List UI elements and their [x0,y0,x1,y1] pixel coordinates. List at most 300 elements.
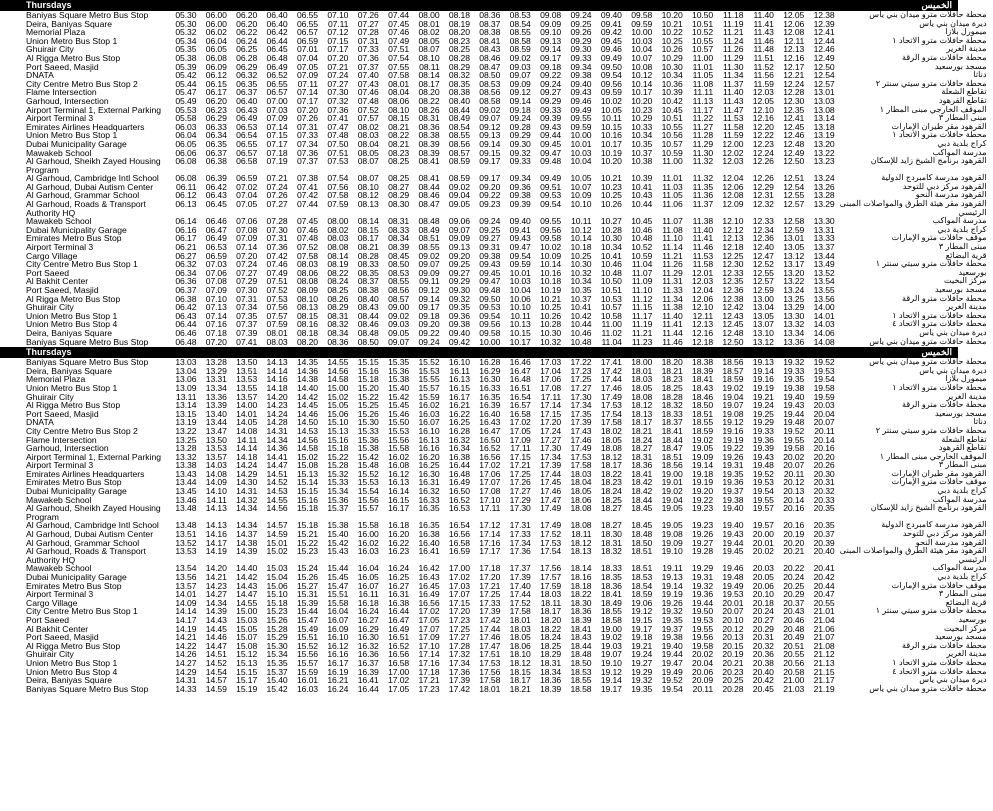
departure-time: 06.34 [175,267,197,278]
departure-time: 14.34 [236,520,258,531]
departure-time: 11.53 [723,113,744,124]
departure-time: 07.59 [266,319,288,330]
departure-time: 16.28 [479,357,501,368]
departure-time: 17.35 [570,408,592,419]
departure-time: 09.14 [479,138,501,149]
departure-time: 09.09 [418,267,440,278]
departure-time: 13.22 [813,147,835,158]
departure-time: 15.15 [236,666,258,677]
departure-time: 14.03 [813,319,835,330]
departure-time: 07.08 [236,224,258,235]
departure-time: 15.54 [357,486,379,497]
departure-time: 10.08 [631,61,653,72]
departure-time: 16.02 [388,451,410,462]
stop-name-ar: كراج بلدية دبي [937,486,987,496]
departure-time: 09.20 [448,250,470,261]
departure-time: 17.02 [509,417,531,428]
stop-name-en: Airport Terminal 3 [26,589,94,600]
departure-time: 09.22 [479,190,501,201]
stop-name-ar: مسجد بورسعيد [935,285,987,294]
stop-name-en: Al Garhoud, Roads & Transport Authority HQ [26,546,146,565]
stop-name-en: Emirates Airlines Headquarters [26,468,145,479]
departure-time: 19.00 [600,623,622,634]
departure-time: 14.29 [175,666,197,677]
departure-time: 17.14 [540,400,562,411]
departure-time: 06.57 [266,87,288,98]
departure-time: 18.39 [540,683,562,694]
departure-time: 17.57 [540,572,562,582]
departure-time: 07.49 [388,35,410,46]
departure-time: 06.28 [236,52,258,63]
stop-name-en: Al Garhoud, Cambridge Intl School [26,173,159,184]
departure-time: 06.21 [175,242,197,253]
departure-time: 10.38 [631,156,653,167]
stop-name-ar: دناتا [973,70,987,80]
departure-time: 14.00 [236,400,258,411]
departure-time: 06.57 [236,147,258,158]
stop-name-ar: مسجد بورسعيد [935,408,987,418]
departure-time: 20.40 [813,546,835,557]
departure-time: 18.03 [570,468,592,479]
departure-time: 13.24 [783,285,805,295]
departure-time: 18.12 [600,451,622,462]
departure-time: 10.04 [570,156,592,167]
stop-name-en: Port Saeed [26,267,69,278]
departure-time: 10.41 [570,302,592,313]
departure-time: 10.26 [540,310,562,321]
departure-time: 18.57 [722,365,744,376]
departure-time: 07.05 [296,61,318,72]
departure-time: 19.28 [692,546,714,557]
departure-time: 16.41 [418,546,440,557]
departure-time: 18.35 [600,572,622,582]
departure-time: 06.46 [175,327,197,338]
departure-time: 16.58 [509,408,531,419]
departure-time: 16.57 [509,400,531,411]
departure-time: 09.58 [631,10,653,20]
departure-time: 10.36 [661,78,683,89]
departure-time: 18.55 [570,675,592,686]
departure-time: 11.40 [723,87,744,98]
stop-name-ar: مدرسة المواكب [932,147,987,157]
departure-time: 15.44 [296,606,318,617]
departure-time: 19.45 [722,546,744,557]
departure-time: 12.34 [752,224,774,235]
departure-time: 08.44 [357,310,379,321]
departure-time: 15.59 [418,391,440,402]
departure-time: 14.30 [236,477,258,488]
departure-time: 20.33 [813,494,835,505]
stop-name-ar: القرهود مدرسة النحو [915,537,987,547]
departure-time: 18.36 [540,675,562,686]
departure-time: 19.58 [813,382,835,393]
departure-time: 11.37 [723,78,744,89]
departure-time: 08.36 [418,121,440,132]
departure-time: 10.09 [540,250,562,261]
departure-time: 12.08 [783,27,805,38]
departure-time: 07.14 [266,121,288,132]
departure-time: 18.51 [661,451,683,462]
departure-time: 18.25 [661,382,683,393]
departure-time: 12.38 [722,293,744,304]
departure-time: 10.14 [631,78,653,89]
departure-time: 12.54 [783,181,805,192]
stop-name-en: Mawakeb School [26,147,92,158]
departure-time: 15.26 [296,572,318,582]
departure-time: 13.09 [175,382,197,393]
departure-time: 18.25 [600,494,622,505]
departure-time: 16.38 [418,529,440,540]
departure-time: 17.06 [479,468,501,479]
departure-time: 14.31 [266,425,288,436]
departure-time: 05.39 [175,61,197,72]
stop-name-ar: الموقف الخارجي مبنى المطار ١ [879,104,987,114]
departure-time: 11.27 [692,121,714,132]
departure-time: 14.50 [296,417,318,428]
departure-time: 05.30 [175,10,197,20]
departure-time: 07.33 [296,130,318,141]
departure-time: 13.50 [236,357,258,368]
departure-time: 14.14 [266,365,288,376]
departure-time: 17.44 [509,589,531,600]
stop-name-en: City Centre Metro Bus Stop 1 [26,606,138,617]
departure-time: 06.12 [205,70,227,81]
departure-time: 16.40 [479,408,501,419]
departure-time: 15.10 [327,417,349,428]
departure-time: 15.02 [266,546,288,557]
departure-time: 08.25 [327,285,349,295]
departure-time: 18.17 [631,417,653,428]
departure-time: 08.14 [357,216,379,227]
departure-time: 16.49 [418,589,440,600]
departure-time: 07.35 [236,310,258,321]
departure-time: 09.43 [570,87,592,98]
departure-time: 19.44 [692,597,714,608]
departure-time: 19.55 [692,623,714,634]
departure-time: 14.34 [266,434,288,445]
departure-time: 20.26 [813,460,835,471]
departure-time: 11.32 [692,156,714,167]
departure-time: 16.10 [418,425,440,436]
departure-time: 17.53 [570,451,592,462]
departure-time: 12.21 [783,70,805,81]
departure-time: 18.48 [570,649,592,660]
departure-time: 11.15 [631,302,653,313]
departure-time: 18.44 [631,494,653,505]
stop-name-en: Cargo Village [26,597,78,608]
departure-time: 18.23 [661,374,683,385]
departure-time: 09.45 [600,35,622,46]
departure-time: 16.53 [448,503,470,514]
departure-time: 14.09 [205,477,227,488]
departure-time: 09.13 [448,242,470,253]
stop-name-ar: القرهود مقر هيئة الطرق والمواصلات المبنى الرئيسي [839,199,987,217]
departure-time: 17.33 [479,597,501,608]
departure-time: 19.52 [661,675,683,686]
departure-time: 16.17 [388,503,410,514]
departure-time: 13.08 [813,104,835,115]
departure-time: 07.15 [327,35,349,46]
departure-time: 17.16 [479,537,501,548]
departure-time: 10.00 [631,27,653,38]
departure-time: 06.54 [236,130,258,141]
departure-time: 15.45 [327,572,349,582]
departure-time: 17.46 [600,382,622,393]
departure-time: 16.07 [327,614,349,625]
departure-time: 10.07 [570,181,592,192]
departure-time: 18.14 [570,563,592,574]
departure-time: 17.02 [448,572,470,582]
departure-time: 07.36 [327,104,349,115]
departure-time: 15.26 [266,614,288,625]
departure-time: 12.49 [813,52,835,63]
departure-time: 19.17 [631,623,653,634]
departure-time: 08.13 [357,199,379,210]
departure-time: 09.34 [509,173,531,184]
departure-time: 19.27 [631,657,653,668]
departure-time: 06.49 [236,113,258,124]
departure-time: 06.39 [205,173,227,184]
departure-time: 09.02 [418,250,440,261]
departure-time: 10.53 [600,293,622,304]
departure-time: 17.42 [479,614,501,625]
departure-time: 17.53 [600,400,622,411]
departure-time: 17.26 [509,477,531,488]
departure-time: 10.37 [570,293,592,304]
departure-time: 14.34 [236,503,258,514]
departure-time: 18.25 [540,640,562,651]
departure-time: 06.36 [175,276,197,287]
departure-time: 19.44 [661,649,683,660]
departure-time: 17.46 [570,434,592,445]
departure-time: 17.23 [418,683,440,694]
departure-time: 09.20 [479,181,501,192]
departure-time: 20.45 [752,683,774,694]
departure-time: 20.21 [722,657,744,668]
departure-time: 15.28 [266,623,288,634]
departure-time: 08.19 [327,259,349,270]
departure-time: 16.36 [357,649,379,660]
departure-time: 07.24 [236,259,258,270]
departure-time: 17.41 [600,357,622,368]
departure-time: 08.29 [327,302,349,313]
departure-time: 10.04 [509,285,531,295]
departure-time: 20.16 [783,503,805,514]
departure-time: 07.03 [266,104,288,115]
departure-time: 19.55 [783,434,805,445]
departure-time: 08.43 [479,44,501,55]
departure-time: 08.58 [479,95,501,106]
departure-time: 11.48 [753,44,774,55]
stop-name-en: Al Garhoud, Cambridge Intl School [26,520,159,531]
departure-time: 18.11 [540,597,562,608]
departure-time: 11.41 [662,319,683,330]
departure-time: 07.04 [236,190,258,201]
departure-time: 13.10 [752,327,774,338]
departure-time: 08.04 [388,87,410,98]
departure-time: 09.25 [479,224,501,235]
departure-time: 16.33 [479,382,501,393]
departure-time: 16.20 [418,451,440,462]
departure-time: 14.08 [205,468,227,479]
departure-time: 20.00 [752,529,774,540]
departure-time: 15.43 [327,546,349,557]
departure-time: 10.07 [631,52,653,63]
stop-name-ar: محطة حافلات مترو سيتي سنتر ١ [875,606,987,616]
departure-time: 09.14 [418,293,440,304]
departure-time: 15.07 [236,632,258,643]
departure-time: 06.58 [236,156,258,167]
departure-time: 07.06 [205,267,227,278]
departure-time: 20.25 [783,580,805,591]
departure-time: 12.01 [692,267,714,278]
departure-time: 12.13 [783,44,805,55]
departure-time: 07.09 [296,70,318,81]
departure-time: 19.36 [692,589,714,600]
departure-time: 14.27 [205,589,227,600]
departure-time: 13.20 [783,267,805,278]
departure-time: 10.14 [540,259,562,270]
departure-time: 19.57 [752,503,774,514]
departure-time: 07.17 [327,44,349,55]
departure-time: 09.02 [388,310,410,321]
departure-time: 15.18 [296,520,318,531]
departure-time: 15.35 [266,657,288,668]
departure-time: 13.00 [752,293,774,304]
departure-time: 13.19 [175,417,197,428]
departure-time: 14.17 [175,614,197,625]
departure-time: 10.21 [661,18,683,29]
departure-time: 15.30 [357,417,379,428]
departure-time: 10.14 [570,233,592,244]
departure-time: 18.37 [661,417,683,428]
departure-time: 08.44 [448,104,470,115]
departure-time: 09.07 [388,336,410,347]
stop-name-en: Deira, Baniyas Square [26,675,112,686]
departure-time: 19.43 [783,400,805,411]
departure-time: 13.57 [236,391,258,402]
departure-time: 13.51 [236,365,258,376]
departure-time: 16.50 [479,434,501,445]
stop-name-ar: تقاطع القرهود [938,443,987,453]
departure-time: 07.26 [266,190,288,201]
departure-time: 08.14 [418,70,440,81]
departure-time: 20.29 [783,589,805,600]
departure-time: 15.06 [327,408,349,419]
departure-time: 17.07 [479,477,501,488]
departure-time: 21.04 [813,614,835,625]
departure-time: 11.52 [753,61,774,72]
departure-time: 08.27 [388,181,410,192]
departure-time: 08.23 [448,35,470,46]
departure-time: 14.57 [205,675,227,686]
departure-time: 13.04 [175,365,197,376]
departure-time: 08.30 [388,199,410,210]
stop-name-en: Union Metro Bus Stop 1 [26,35,118,46]
departure-time: 07.20 [205,336,227,347]
departure-time: 07.41 [327,113,349,124]
departure-time: 08.28 [357,250,379,261]
departure-time: 08.22 [327,267,349,278]
departure-time: 13.26 [813,181,835,192]
departure-time: 06.42 [266,27,288,38]
stop-name-en: Port Saeed, Masjid [26,632,99,643]
departure-time: 07.31 [296,121,318,132]
departure-time: 14.39 [205,606,227,617]
departure-time: 20.32 [813,486,835,497]
departure-time: 18.01 [479,683,501,694]
departure-time: 13.31 [813,224,835,235]
departure-time: 19.12 [722,417,744,428]
departure-time: 17.47 [479,640,501,651]
departure-time: 07.48 [357,95,379,106]
departure-time: 07.39 [236,327,258,338]
departure-time: 13.34 [205,382,227,393]
stop-name-ar: محطة حافلات مترو سيتي سنتر ٢ [875,425,987,435]
departure-time: 06.37 [236,87,258,98]
departure-time: 17.44 [600,374,622,385]
departure-time: 13.25 [783,293,805,304]
departure-time: 17.11 [479,503,501,514]
departure-time: 07.45 [296,216,318,227]
departure-time: 18.15 [509,666,531,677]
departure-time: 19.18 [631,632,653,643]
departure-time: 07.44 [296,199,318,210]
departure-time: 08.15 [296,310,318,321]
departure-time: 16.54 [509,391,531,402]
departure-time: 10.25 [540,302,562,313]
departure-time: 09.33 [570,52,592,63]
stop-name-ar: قرية البضائع [945,250,987,260]
departure-time: 17.16 [418,657,440,668]
departure-time: 14.53 [266,486,288,497]
departure-time: 10.18 [540,276,562,287]
departure-time: 11.13 [692,95,714,106]
departure-time: 08.59 [448,173,470,184]
departure-time: 15.50 [388,417,410,428]
departure-time: 19.52 [783,425,805,436]
departure-time: 13.56 [175,572,197,582]
departure-time: 20.35 [813,520,835,531]
departure-time: 18.13 [631,408,653,419]
departure-time: 06.46 [205,216,227,227]
departure-time: 16.38 [388,597,410,608]
departure-time: 16.45 [418,580,440,591]
stop-name-en: Emirates Metro Bus Stop [26,233,122,244]
departure-time: 07.01 [296,44,318,55]
departure-time: 16.16 [418,443,440,454]
departure-time: 09.59 [570,121,592,132]
stop-name-ar: محطة حافلات مترو ميدان بني ياس [869,336,987,346]
departure-time: 12.05 [783,10,805,20]
departure-time: 21.08 [813,640,835,651]
departure-time: 06.44 [175,319,197,330]
departure-time: 20.40 [752,666,774,677]
departure-time: 17.49 [600,391,622,402]
departure-time: 20.06 [692,666,714,677]
departure-time: 20.56 [783,657,805,668]
departure-time: 17.59 [540,580,562,591]
departure-time: 15.58 [357,520,379,531]
departure-time: 07.37 [236,319,258,330]
departure-time: 08.09 [296,285,318,295]
departure-time: 11.01 [692,61,714,72]
departure-time: 19.59 [813,391,835,402]
departure-time: 15.49 [296,623,318,634]
departure-time: 15.33 [357,425,379,436]
departure-time: 08.02 [327,224,349,235]
departure-time: 11.17 [692,104,714,115]
